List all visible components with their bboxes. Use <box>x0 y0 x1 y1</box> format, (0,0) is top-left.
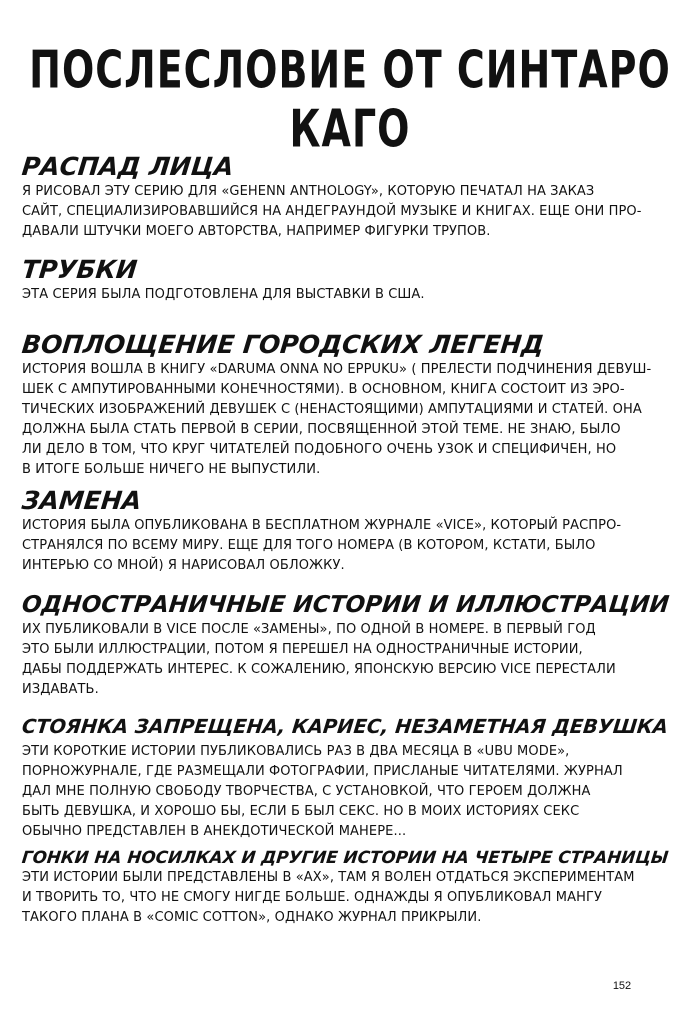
text-line: СТРАНЯЛСЯ ПО ВСЕМУ МИРУ. ЕЩЕ ДЛЯ ТОГО НОМЕРА (В КОТОРОМ, КСТАТИ, БЫЛО <box>22 538 596 553</box>
text-line: ИНТЕРЬЮ СО МНОЙ) Я НАРИСОВАЛ ОБЛОЖКУ. <box>22 558 345 573</box>
section-heading: ОДНОСТРАНИЧНЫЕ ИСТОРИИ И ИЛЛЮСТРАЦИИ <box>20 592 671 618</box>
text-line: САЙТ, СПЕЦИАЛИЗИРОВАВШИЙСЯ НА АНДЕГРАУНДОЙ МУЗЫКЕ И КНИГАХ. ЕЩЕ ОНИ ПРО- <box>22 204 642 219</box>
page-title: ПОСЛЕСЛОВИЕ ОТ СИНТАРО КАГО <box>29 40 671 159</box>
section-urban-legends <box>22 330 682 480</box>
section-body <box>22 516 682 576</box>
section-body <box>22 620 682 700</box>
text-line: ДОЛЖНА БЫЛА СТАТЬ ПЕРВОЙ В СЕРИИ, ПОСВЯЩЕННОЙ ЭТОЙ ТЕМЕ. НЕ ЗНАЮ, БЫЛО <box>22 422 621 437</box>
section-tubes <box>22 255 682 305</box>
section-no-parking <box>22 712 682 842</box>
text-line: Я РИСОВАЛ ЭТУ СЕРИЮ ДЛЯ «GEHENN ANTHOLOGY», КОТОРУЮ ПЕЧАТАЛ НА ЗАКАЗ <box>22 184 595 199</box>
section-heading: СТОЯНКА ЗАПРЕЩЕНА, КАРИЕС, НЕЗАМЕТНАЯ ДЕВУШКА <box>20 715 670 738</box>
text-line: ДАЛ МНЕ ПОЛНУЮ СВОБОДУ ТВОРЧЕСТВА, С УСТАНОВКОЙ, ЧТО ГЕРОЕМ ДОЛЖНА <box>22 784 591 799</box>
section-stretcher-race <box>22 846 682 928</box>
text-line: ИЗДАВАТЬ. <box>22 682 99 697</box>
text-line: ЭТИ КОРОТКИЕ ИСТОРИИ ПУБЛИКОВАЛИСЬ РАЗ В ДВА МЕСЯЦА В «UBU MODE», <box>22 744 570 759</box>
section-one-page-stories <box>22 590 682 700</box>
section-face-decay <box>22 152 682 242</box>
section-body <box>22 742 682 842</box>
section-body <box>22 285 682 305</box>
text-line: ЭТИ ИСТОРИИ БЫЛИ ПРЕДСТАВЛЕНЫ В «АХ», ТАМ Я ВОЛЕН ОТДАТЬСЯ ЭКСПЕРИМЕНТАМ <box>22 870 635 885</box>
section-heading: ВОПЛОЩЕНИЕ ГОРОДСКИХ ЛЕГЕНД <box>20 330 546 359</box>
section-heading: РАСПАД ЛИЦА <box>20 152 236 181</box>
text-line: ИСТОРИЯ ВОШЛА В КНИГУ «DARUMA ONNA NO EPPUKU» ( ПРЕЛЕСТИ ПОДЧИНЕНИЯ ДЕВУШ- <box>22 362 652 377</box>
section-heading: ТРУБКИ <box>20 255 139 284</box>
text-line: ИХ ПУБЛИКОВАЛИ В VICE ПОСЛЕ «ЗАМЕНЫ», ПО ОДНОЙ В НОМЕРЕ. В ПЕРВЫЙ ГОД <box>22 622 596 637</box>
section-body <box>22 868 682 928</box>
page-number: 152 <box>612 980 632 992</box>
text-line: ШЕК С АМПУТИРОВАННЫМИ КОНЕЧНОСТЯМИ). В ОСНОВНОМ, КНИГА СОСТОИТ ИЗ ЭРО- <box>22 382 625 397</box>
text-line: ОБЫЧНО ПРЕДСТАВЛЕН В АНЕКДОТИЧЕСКОЙ МАНЕРЕ... <box>22 824 407 839</box>
text-line: ЭТО БЫЛИ ИЛЛЮСТРАЦИИ, ПОТОМ Я ПЕРЕШЕЛ НА ОДНОСТРАНИЧНЫЕ ИСТОРИИ, <box>22 642 583 657</box>
section-replacement <box>22 486 682 576</box>
text-line: ЛИ ДЕЛО В ТОМ, ЧТО КРУГ ЧИТАТЕЛЕЙ ПОДОБНОГО ОЧЕНЬ УЗОК И СПЕЦИФИЧЕН, НО <box>22 442 617 457</box>
text-line: В ИТОГЕ БОЛЬШЕ НИЧЕГО НЕ ВЫПУСТИЛИ. <box>22 462 321 477</box>
section-body <box>22 360 682 480</box>
section-heading: ГОНКИ НА НОСИЛКАХ И ДРУГИЕ ИСТОРИИ НА ЧЕТЫРЕ СТРАНИЦЫ <box>20 847 670 867</box>
text-line: ПОРНОЖУРНАЛЕ, ГДЕ РАЗМЕЩАЛИ ФОТОГРАФИИ, ПРИСЛАНЫЕ ЧИТАТЕЛЯМИ. ЖУРНАЛ <box>22 764 623 779</box>
text-line: ЭТА СЕРИЯ БЫЛА ПОДГОТОВЛЕНА ДЛЯ ВЫСТАВКИ В США. <box>22 287 425 302</box>
text-line: И ТВОРИТЬ ТО, ЧТО НЕ СМОГУ НИГДЕ БОЛЬШЕ. ОДНАЖДЫ Я ОПУБЛИКОВАЛ МАНГУ <box>22 890 602 905</box>
text-line: ИСТОРИЯ БЫЛА ОПУБЛИКОВАНА В БЕСПЛАТНОМ ЖУРНАЛЕ «VICE», КОТОРЫЙ РАСПРО- <box>22 518 622 533</box>
section-heading: ЗАМЕНА <box>20 486 143 515</box>
text-line: ДАВАЛИ ШТУЧКИ МОЕГО АВТОРСТВА, НАПРИМЕР ФИГУРКИ ТРУПОВ. <box>22 224 491 239</box>
text-line: ДАБЫ ПОДДЕРЖАТЬ ИНТЕРЕС. К СОЖАЛЕНИЮ, ЯПОНСКУЮ ВЕРСИЮ VICE ПЕРЕСТАЛИ <box>22 662 616 677</box>
text-line: БЫТЬ ДЕВУШКА, И ХОРОШО БЫ, ЕСЛИ Б БЫЛ СЕКС. НО В МОИХ ИСТОРИЯХ СЕКС <box>22 804 580 819</box>
text-line: ТИЧЕСКИХ ИЗОБРАЖЕНИЙ ДЕВУШЕК С (НЕНАСТОЯЩИМИ) АМПУТАЦИЯМИ И СТАТЕЙ. ОНА <box>22 402 642 417</box>
section-body <box>22 182 682 242</box>
text-line: ТАКОГО ПЛАНА В «COMIC COTTON», ОДНАКО ЖУРНАЛ ПРИКРЫЛИ. <box>22 910 482 925</box>
